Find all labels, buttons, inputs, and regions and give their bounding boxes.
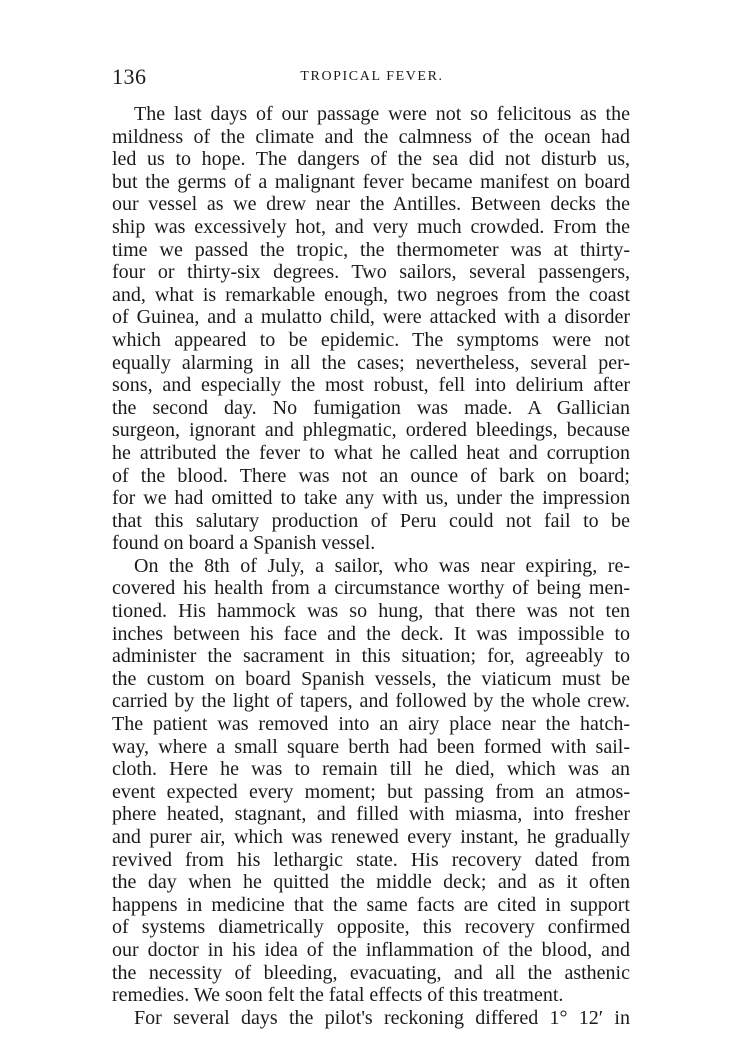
- text-line: tioned. His hammock was so hung, that there was not ten: [112, 600, 630, 623]
- body-text: [112, 103, 630, 1029]
- text-line: of Guinea, and a mulatto child, were attacked with a disorder: [112, 306, 630, 329]
- text-line: cloth. Here he was to remain till he died, which was an: [112, 758, 630, 781]
- text-line: mildness of the climate and the calmness of the ocean had: [112, 125, 630, 148]
- text-line: led us to hope. The dangers of the sea did not disturb us,: [112, 148, 630, 171]
- paragraph: [112, 103, 630, 555]
- text-line: found on board a Spanish vessel.: [112, 532, 376, 555]
- running-head: [112, 64, 632, 94]
- text-line: and, what is remarkable enough, two negroes from the coast: [112, 283, 630, 306]
- page-number: 136: [112, 64, 147, 89]
- text-line: The patient was removed into an airy place near the hatch-: [112, 713, 630, 736]
- text-line: the day when he quitted the middle deck; and as it often: [112, 871, 630, 894]
- text-line: that this salutary production of Peru could not fail to be: [112, 509, 630, 532]
- text-line: phere heated, stagnant, and filled with miasma, into fresher: [112, 803, 630, 826]
- text-line: of the blood. There was not an ounce of bark on board;: [112, 464, 630, 487]
- text-line: which appeared to be epidemic. The symptoms were not: [112, 328, 630, 351]
- text-line: the custom on board Spanish vessels, the viaticum must be: [112, 667, 630, 690]
- text-line: covered his health from a circumstance worthy of being men-: [112, 577, 630, 600]
- running-title: TROPICAL FEVER.: [300, 69, 444, 84]
- text-line: our doctor in his idea of the inflammation of the blood, and: [112, 938, 630, 961]
- paragraph: [112, 1007, 630, 1030]
- paragraph: [112, 555, 630, 1007]
- text-line: the necessity of bleeding, evacuating, and all the asthenic: [112, 961, 630, 984]
- text-line: administer the sacrament in this situation; for, agreeably to: [112, 645, 630, 668]
- text-line: way, where a small square berth had been formed with sail-: [112, 735, 630, 758]
- text-line: sons, and especially the most robust, fell into delirium after: [112, 374, 630, 397]
- text-line: inches between his face and the deck. It was impossible to: [112, 622, 630, 645]
- text-line: revived from his lethargic state. His recovery dated from: [112, 848, 630, 871]
- text-line: of systems diametrically opposite, this recovery confirmed: [112, 916, 630, 939]
- text-line: but the germs of a malignant fever became manifest on board: [112, 170, 630, 193]
- text-line: time we passed the tropic, the thermometer was at thirty-: [112, 238, 630, 261]
- text-line: On the 8th of July, a sailor, who was near expiring, re-: [134, 554, 630, 577]
- text-line: ship was excessively hot, and very much crowded. From the: [112, 215, 630, 238]
- text-line: for we had omitted to take any with us, under the impression: [112, 487, 630, 510]
- text-line: surgeon, ignorant and phlegmatic, ordered bleedings, because: [112, 419, 630, 442]
- text-line: and purer air, which was renewed every instant, he gradually: [112, 826, 630, 848]
- text-line: equally alarming in all the cases; nevertheless, several per-: [112, 351, 630, 374]
- text-line: event expected every moment; but passing from an atmos-: [112, 780, 630, 803]
- text-line: For several days the pilot's reckoning differed 1° 12′ in: [134, 1006, 630, 1029]
- text-line: our vessel as we drew near the Antilles. Between decks the: [112, 193, 630, 216]
- text-line: happens in medicine that the same facts are cited in support: [112, 893, 630, 916]
- text-line: remedies. We soon felt the fatal effects of this treatment.: [112, 984, 564, 1007]
- text-line: carried by the light of tapers, and followed by the whole crew.: [112, 690, 630, 713]
- text-line: The last days of our passage were not so felicitous as the: [134, 103, 630, 125]
- text-line: he attributed the fever to what he called heat and corruption: [112, 441, 630, 464]
- text-line: four or thirty-six degrees. Two sailors, several passengers,: [112, 261, 630, 284]
- text-line: the second day. No fumigation was made. A Gallician: [112, 396, 630, 419]
